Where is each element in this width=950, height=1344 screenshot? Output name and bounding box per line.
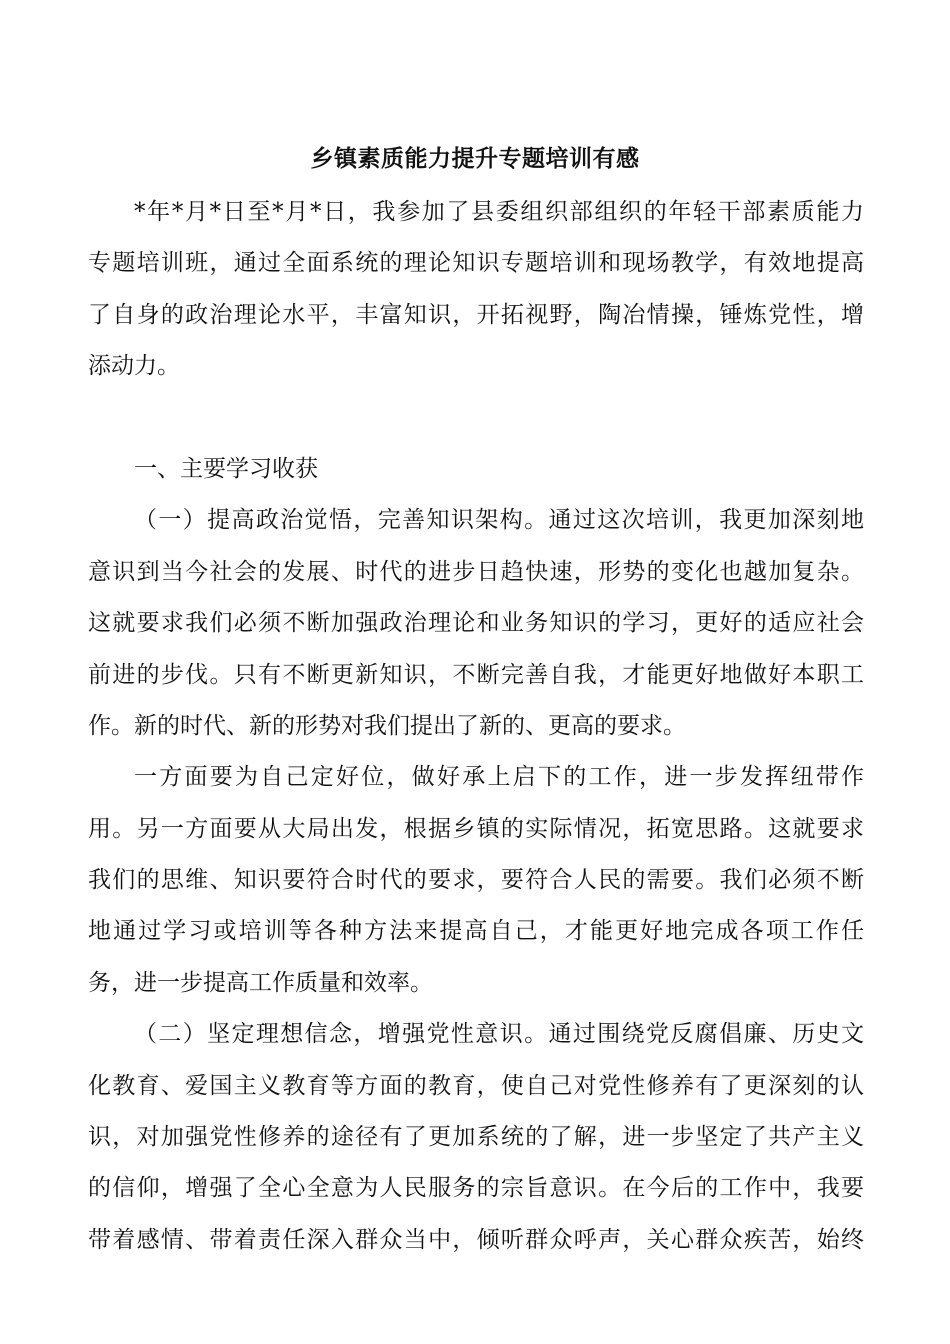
paragraph-line: 一方面要为自己定好位，做好承上启下的工作，进一步发挥纽带作	[134, 764, 864, 791]
paragraph-line: 前进的步伐。只有不断更新知识，不断完善自我，才能更好地做好本职工	[88, 661, 864, 688]
document-body	[88, 195, 864, 1274]
paragraph-line: 意识到当今社会的发展、时代的进步日趋快速，形势的变化也越加复杂。	[88, 558, 864, 585]
paragraph-line: （二）坚定理想信念，增强党性意识。通过围绕党反腐倡廉、历史文	[134, 1021, 864, 1048]
paragraph-line: 识，对加强党性修养的途径有了更加系统的了解，进一步坚定了共产主义	[88, 1124, 864, 1151]
paragraph-line: 化教育、爱国主义教育等方面的教育，使自己对党性修养有了更深刻的认	[88, 1072, 864, 1099]
paragraph-line: 用。另一方面要从大局出发，根据乡镇的实际情况，拓宽思路。这就要求	[88, 815, 864, 842]
paragraph-line: 带着感情、带着责任深入群众当中，倾听群众呼声，关心群众疾苦，始终	[88, 1226, 864, 1253]
paragraph-line: 我们的思维、知识要符合时代的要求，要符合人民的需要。我们必须不断	[88, 867, 864, 894]
paragraph-line: 的信仰，增强了全心全意为人民服务的宗旨意识。在今后的工作中，我要	[88, 1175, 864, 1202]
paragraph-line: （一）提高政治觉悟，完善知识架构。通过这次培训，我更加深刻地	[134, 507, 864, 534]
document-title: 乡镇素质能力提升专题培训有感	[310, 146, 640, 172]
paragraph-line: 作。新的时代、新的形势对我们提出了新的、更高的要求。	[88, 712, 686, 739]
paragraph-line: 了自身的政治理论水平，丰富知识，开拓视野，陶冶情操，锤炼党性，增	[88, 301, 864, 328]
paragraph-line: *年*月*日至*月*日，我参加了县委组织部组织的年轻干部素质能力	[134, 199, 864, 225]
paragraph-line: 添动力。	[88, 353, 180, 380]
paragraph-line: 务，进一步提高工作质量和效率。	[88, 969, 433, 996]
paragraph-line: 地通过学习或培训等各种方法来提高自己，才能更好地完成各项工作任	[88, 918, 864, 945]
section-heading: 一、主要学习收获	[134, 455, 318, 482]
paragraph-line: 专题培训班，通过全面系统的理论知识专题培训和现场教学，有效地提高	[88, 250, 864, 277]
paragraph-line: 这就要求我们必须不断加强政治理论和业务知识的学习，更好的适应社会	[88, 610, 864, 637]
